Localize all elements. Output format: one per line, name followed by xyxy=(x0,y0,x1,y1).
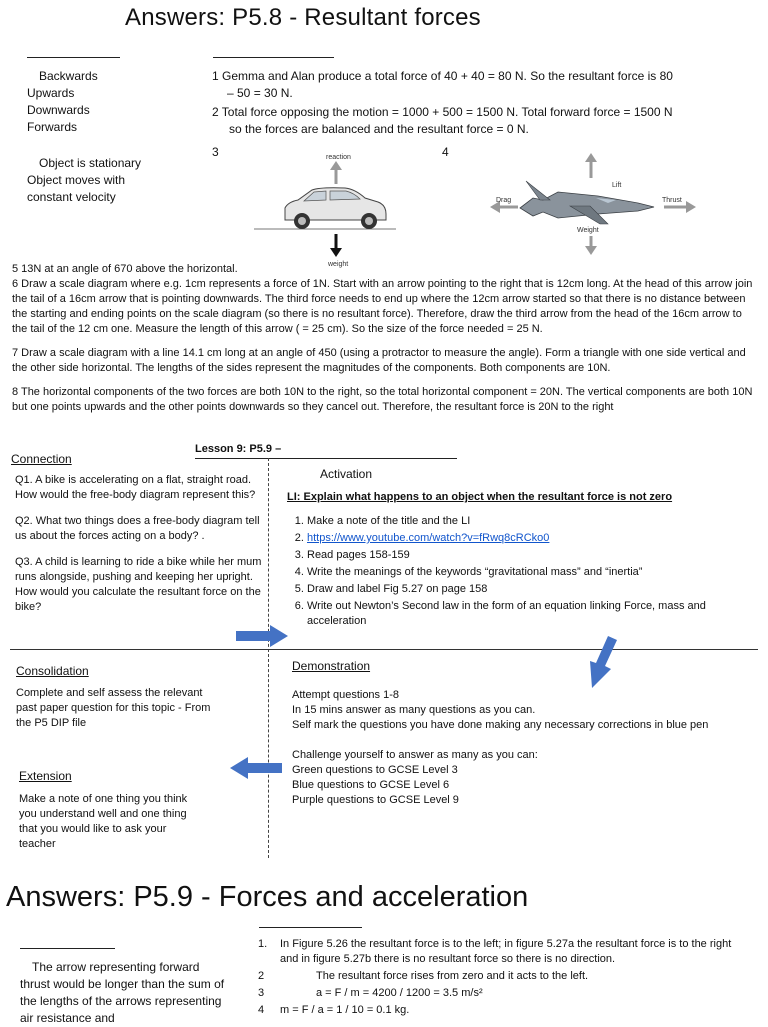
p59-answer-3-number: 3 xyxy=(258,987,265,999)
connection-q3: Q3. A child is learning to ride a bike while her mum runs alongside, pushing and keeping her upright. How would you calculate the resultant force on the bike? xyxy=(15,556,262,613)
p59-blank-line-right xyxy=(259,927,362,928)
p59-blank-line-left xyxy=(20,948,115,949)
answer-8: 8 The horizontal components of the two forces are both 10N to the right, so the total horizontal component = 20N. The vertical components are both 10N but one points upwards and the other points downwards so they cancel out. Therefore, the resultant force is 20N to the right xyxy=(12,386,753,413)
answer-4-number: 4 xyxy=(442,145,449,159)
p59-answer-2 xyxy=(258,969,748,984)
activation-step-4: 4. Write the meanings of the keywords “gravitational mass” and “inertia” xyxy=(307,565,747,580)
lift-label: Lift xyxy=(612,182,622,189)
answer-2-cont: so the forces are balanced and the resultant force = 0 N. xyxy=(229,122,529,136)
drag-label: Drag xyxy=(496,197,512,204)
demo-line-2: In 15 mins answer as many questions as you can. xyxy=(292,704,536,716)
answer-1-cont: – 50 = 30 N. xyxy=(227,86,293,100)
p59-answer-2-number: 2 xyxy=(258,970,265,982)
weight-arrow-icon xyxy=(330,234,342,257)
reaction-arrow-icon xyxy=(330,161,342,184)
stationary-text: Object is stationary xyxy=(39,156,142,170)
direction-word-list xyxy=(27,68,187,136)
jet-weight-arrow-icon xyxy=(585,236,597,255)
demonstration-text xyxy=(292,688,732,808)
extension-heading: Extension xyxy=(19,769,72,783)
answer-7: 7 Draw a scale diagram with a line 14.1 cm long at an angle of 450 (using a protractor to measure the angle). Form a triangle with one side vertical and the other side horizontal. The lengths of the sides represent the magnitudes of the components. Both components are 10N. xyxy=(12,347,746,374)
challenge-green: Green questions to GCSE Level 3 xyxy=(292,764,458,776)
answer-1: 1 Gemma and Alan produce a total force of 40 + 40 = 80 N. So the resultant force is 80 xyxy=(212,69,673,83)
arrow-down-icon xyxy=(580,634,620,690)
answer-5: 5 13N at an angle of 670 above the horizontal. xyxy=(12,263,238,275)
blank-line-left xyxy=(27,57,120,58)
activation-step-6: 6. Write out Newton’s Second law in the form of an equation linking Force, mass and acceleration xyxy=(307,599,747,629)
p59-answers xyxy=(258,937,748,1018)
activation-step-2 xyxy=(307,531,747,546)
answers-5-8 xyxy=(12,262,757,415)
answers-1-2 xyxy=(212,68,752,138)
p59-left-answer: The arrow representing forward thrust would be longer than the sum of the lengths of the arrows representing air resistance and xyxy=(20,960,225,1025)
connection-heading: Connection xyxy=(11,452,72,466)
horizontal-divider xyxy=(10,649,758,650)
demo-line-3: Self mark the questions you have done making any necessary corrections in blue pen xyxy=(292,719,709,731)
vertical-divider xyxy=(268,458,269,858)
lift-arrow-icon xyxy=(585,153,597,178)
jet-weight-label: Weight xyxy=(577,227,599,234)
motion-answers xyxy=(27,155,197,206)
p59-answer-4-text: m = F / a = 1 / 10 = 0.1 kg. xyxy=(280,1004,410,1016)
activation-step-3: 3. Read pages 158-159 xyxy=(307,548,747,563)
connection-questions xyxy=(15,473,265,615)
thrust-label: Thrust xyxy=(662,197,682,204)
p59-answer-3-text: a = F / m = 4200 / 1200 = 3.5 m/s² xyxy=(316,987,483,999)
challenge-blue: Blue questions to GCSE Level 6 xyxy=(292,779,450,791)
challenge-intro: Challenge yourself to answer as many as you can: xyxy=(292,749,538,761)
demonstration-heading: Demonstration xyxy=(292,659,371,673)
car-force-diagram xyxy=(250,150,400,270)
activation-step-5: 5. Draw and label Fig 5.27 on page 158 xyxy=(307,582,747,597)
connection-q2: Q2. What two things does a free-body diagram tell us about the forces acting on a body? . xyxy=(15,515,260,542)
p59-answer-2-text: The resultant force rises from zero and it acts to the left. xyxy=(316,970,589,982)
p59-answer-4-number: 4 xyxy=(258,1004,265,1016)
word-upwards: Upwards xyxy=(27,86,75,100)
consolidation-heading: Consolidation xyxy=(16,664,89,678)
car-icon xyxy=(254,188,396,229)
connection-q1: Q1. A bike is accelerating on a flat, straight road. How would the free-body diagram represent this? xyxy=(15,474,256,501)
answer-2: 2 Total force opposing the motion = 1000 + 500 = 1500 N. Total forward force = 1500 N xyxy=(212,105,673,119)
answer-6: 6 Draw a scale diagram where e.g. 1cm represents a force of 1N. Start with an arrow pointing to the right that is 12cm long. At the head of this arrow join the tail of a 16cm arrow that is pointing downwards. The third force needs to end up where the 12cm arrow started so that there is no distance between the starting and ending points on the scale diagram (so there is no resultant force). Therefore, draw the third arrow from the head of the 16cm arrow to the tail of the 12 cm one. Measure the length of this arrow ( = 25 cm). So the size of the force needed = 25 N. xyxy=(12,278,753,335)
jet-icon xyxy=(520,181,654,224)
arrow-right-icon xyxy=(234,623,290,649)
constant-velocity-text: Object moves with constant velocity xyxy=(27,173,126,204)
p59-answer-1-text: In Figure 5.26 the resultant force is to the left; in figure 5.27a the resultant force is to the right and in figure 5.27b there is no resultant force so there is no direction. xyxy=(280,938,732,965)
word-downwards: Downwards xyxy=(27,103,90,117)
lesson-title: Lesson 9: P5.9 – xyxy=(195,443,282,455)
blank-line-right xyxy=(213,57,334,58)
answer-3-number: 3 xyxy=(212,145,219,159)
arrow-left-icon xyxy=(228,755,284,781)
challenge-purple: Purple questions to GCSE Level 9 xyxy=(292,794,459,806)
p59-answer-1-number: 1. xyxy=(258,938,268,950)
activation-heading: Activation xyxy=(320,467,373,481)
jet-force-diagram xyxy=(478,148,708,258)
learning-intention: LI: Explain what happens to an object when the resultant force is not zero xyxy=(287,491,673,503)
word-forwards: Forwards xyxy=(27,120,78,134)
weight-label: weight xyxy=(328,261,349,268)
youtube-link[interactable]: https://www.youtube.com/watch?v=fRwq8cRCko0 xyxy=(307,532,550,544)
activation-steps xyxy=(287,514,747,631)
reaction-label: reaction xyxy=(326,154,351,161)
word-backwards: Backwards xyxy=(39,69,98,83)
lesson-title-underline xyxy=(195,458,457,459)
activation-step-1: 1. Make a note of the title and the LI xyxy=(307,514,747,529)
p59-answer-3 xyxy=(258,986,748,1001)
page-title-p58: Answers: P5.8 - Resultant forces xyxy=(125,4,481,31)
page-title-p59: Answers: P5.9 - Forces and acceleration xyxy=(6,881,529,913)
p59-answer-4 xyxy=(258,1003,748,1018)
consolidation-text: Complete and self assess the relevant past paper question for this topic - From the P5 DIP file xyxy=(16,687,211,729)
demo-line-1: Attempt questions 1-8 xyxy=(292,689,400,701)
extension-text: Make a note of one thing you think you understand well and one thing that you would like to ask your teacher xyxy=(19,793,188,850)
p59-answer-1 xyxy=(258,937,748,967)
